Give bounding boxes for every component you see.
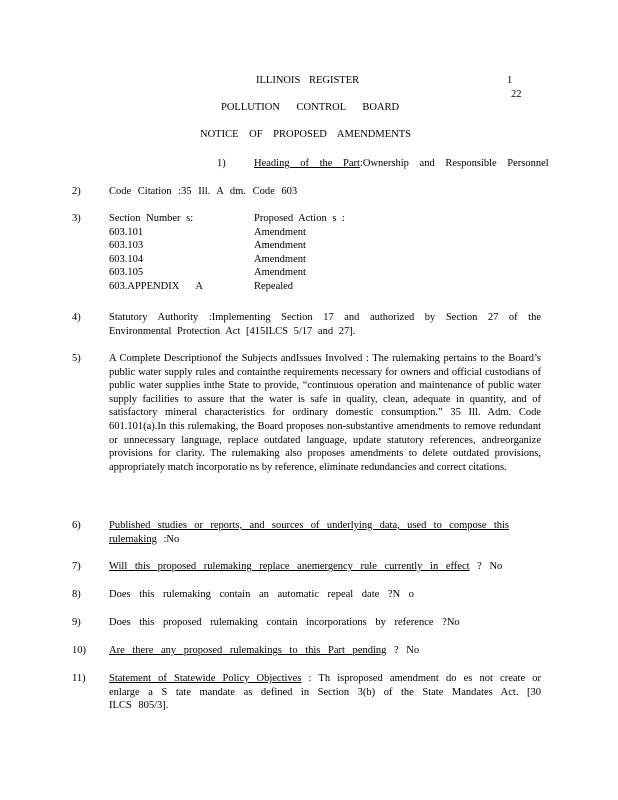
item-2-number: 2) [72, 186, 81, 197]
item-11-number: 11) [72, 673, 86, 684]
item-2-text: Code Citation :35 Ill. A dm. Code 603 [109, 186, 298, 197]
item-9-number: 9) [72, 617, 81, 628]
item-1-value: :Ownership and Responsible Personnel [359, 158, 549, 169]
register-title: ILLINOIS REGISTER [256, 75, 360, 86]
item-8-number: 8) [72, 589, 81, 600]
item-7 [109, 560, 502, 574]
section-number: 603.104 [109, 253, 144, 265]
item-5-number: 5) [72, 353, 81, 364]
item-10-number: 10) [72, 645, 86, 656]
item-11-value: : Th isproposed amendment do es not create or enlarge a S tate mandate as defined in Section 3(b) of the State Mandates Act. [30 ILCS 805/3]. [109, 673, 541, 712]
item-11 [109, 672, 541, 713]
table-row [109, 253, 409, 267]
table-row [109, 280, 409, 294]
item-6 [109, 519, 509, 546]
item-3-number: 3) [72, 213, 81, 224]
table-row [109, 266, 409, 280]
item-1-number: 1) [217, 158, 226, 169]
agency-title: POLLUTION CONTROL BOARD [221, 102, 400, 113]
sections-table-header [109, 212, 409, 226]
item-11-label: Statement of Statewide Policy Objectives [109, 673, 302, 684]
proposed-action: Repealed [254, 280, 294, 292]
item-10-value: ? No [386, 645, 420, 656]
section-number: 603.103 [109, 240, 144, 252]
item-6-value: :No [156, 533, 180, 545]
proposed-action: Amendment [254, 226, 306, 238]
item-10 [109, 644, 419, 658]
proposed-action: Amendment [254, 240, 306, 252]
item-5-text: A Complete Descriptionof the Subjects andIssues Involved : The rulemaking pertains to the Board’s public water supply rules and containthe requirements necessary for owners and official custodians of public water supplies inthe State to provide, “continuous operation and maintenance of public water supply facilities to assure that the water is safe in quality, clean, adequate in quantity, and of satisfactory mineral characteristics for ordinary domestic consumption.” 35 Ill. Adm. Code 601.101(a).In this rulemaking, the Board proposes non-substantive amendments to remove redundant or unnecessary language, replace outdated language, update statutory references, andreorganize provisions for clarity. The rulemaking also proposes amendments to delete outdated provisions, appropriately match incorporatio ns by reference, eliminate redundancies and correct citations. [109, 353, 541, 473]
item-7-label: Will this proposed rulemaking replace anemergency rule currently in effect [109, 561, 470, 572]
page-number: 1 [507, 75, 513, 86]
proposed-action: Amendment [254, 267, 306, 279]
item-6-number: 6) [72, 520, 81, 531]
section-column-header: Section Number s: [109, 213, 194, 224]
item-7-number: 7) [72, 561, 81, 572]
sections-table [109, 212, 409, 294]
table-row [109, 226, 409, 240]
item-8-text: Does this rulemaking contain an automatic repeal date ?N o [109, 589, 415, 600]
notice-title: NOTICE OF PROPOSED AMENDMENTS [200, 129, 411, 140]
item-1-label: Heading of the Part [254, 158, 360, 169]
item-6-label: Published studies or reports, and sources of underlying data, used to compose this rulemaking [109, 520, 509, 545]
item-4-text: Statutory Authority :Implementing Section 17 and authorized by Section 27 of the Environmental Protection Act [415ILCS 5/17 and 27]. [109, 312, 541, 337]
item-4-number: 4) [72, 312, 81, 323]
issue-number: 22 [511, 89, 522, 100]
section-number: 603.105 [109, 267, 144, 279]
table-row [109, 239, 409, 253]
proposed-action: Amendment [254, 253, 306, 265]
item-10-label: Are there any proposed rulemakings to this Part pending [109, 645, 387, 656]
item-1 [254, 157, 549, 171]
section-number: 603.101 [109, 226, 144, 238]
section-number: 603.APPENDIX A [109, 280, 203, 292]
action-column-header: Proposed Action s : [254, 213, 345, 224]
item-9-text: Does this proposed rulemaking contain incorporations by reference ?No [109, 617, 460, 628]
item-7-value: ? No [469, 561, 503, 572]
